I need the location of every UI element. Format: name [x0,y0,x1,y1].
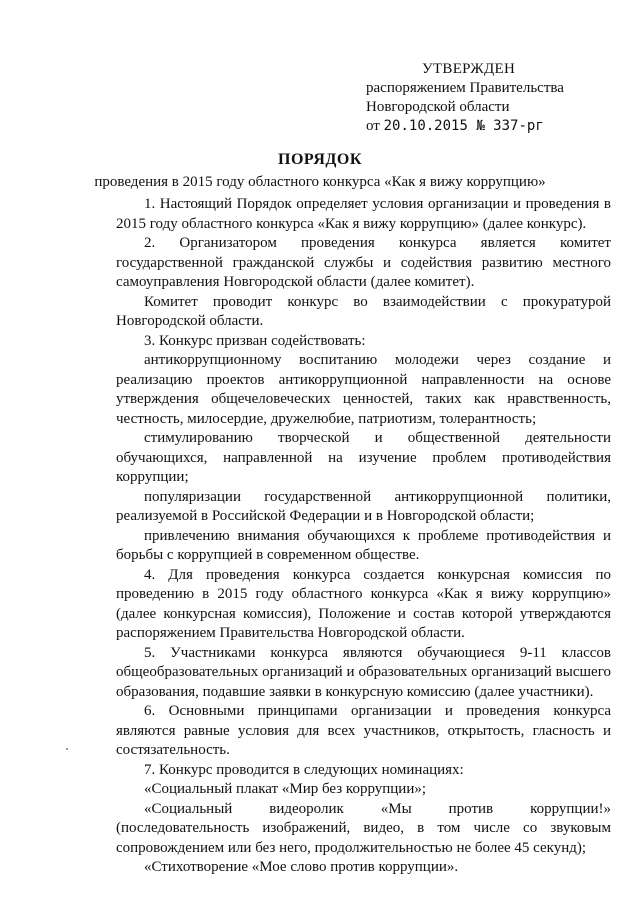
document-title: ПОРЯДОК [278,151,362,168]
paragraph: «Стихотворение «Мое слово против коррупции». [144,859,459,875]
paragraph: 1. Настоящий Порядок определяет условия организации и проведения в 2015 году областного конкурса «Как я вижу коррупцию» (далее конкурс). [116,196,611,232]
paragraph: привлечению внимания обучающихся к проблеме противодействия и борьбы с коррупцией в современном обществе. [116,527,611,563]
paragraph: 2. Организатором проведения конкурса является комитет государственной гражданской службы и содействия развитию местного самоуправления Новгородской области (далее комитет). [116,235,611,290]
paragraph: 5. Участниками конкурса являются обучающиеся 9-11 классов общеобразовательных организаций и образовательных организаций высшего образования, подавшие заявки в конкурсную комиссию (далее участники). [116,644,611,700]
document-subtitle: проведения в 2015 году областного конкурса «Как я вижу коррупцию» [94,174,546,190]
paragraph: 4. Для проведения конкурса создается конкурсная комиссия по проведению в 2015 году областного конкурса «Как я вижу коррупцию» (далее конкурсная комиссия), Положение и состав которой утверждаются распоряжением Правительства Новгородской области. [116,566,611,641]
paragraph: популяризации государственной антикоррупционной политики, реализуемой в Российской Федерации и в Новгородской области; [116,488,611,524]
approval-line-2: Новгородской области [366,99,510,115]
document-body [116,195,611,878]
approval-date-line [366,117,626,136]
paragraph: 3. Конкурс призван содействовать: [144,332,366,349]
approval-heading: УТВЕРЖДЕН [422,61,516,77]
paragraph: стимулированию творческой и общественной деятельности обучающихся, направленной на изучение проблем противодействия коррупции; [116,430,611,485]
paragraph: «Социальный видеоролик «Мы против коррупции!» (последовательность изображений, видео, в том числе со звуковым сопровождением или без него, продолжительностью не более 45 секунд); [116,800,611,856]
scan-speck [66,748,68,750]
approval-stamp [366,60,626,136]
paragraph: «Социальный плакат «Мир без коррупции»; [144,781,427,797]
paragraph: 6. Основными принципами организации и проведения конкурса являются равные условия для всех участников, открытость, гласность и состязательность. [116,703,611,758]
paragraph: Комитет проводит конкурс во взаимодействии с прокуратурой Новгородской области. [116,293,611,329]
approval-line-1: распоряжением Правительства [366,80,564,96]
approval-date-number: 20.10.2015 № 337-рг [383,118,544,134]
paragraph: 7. Конкурс проводится в следующих номинациях: [144,761,464,778]
approval-date-prefix: от [366,118,380,134]
paragraph: антикоррупционному воспитанию молодежи через создание и реализацию проектов антикоррупционной направленности на основе утверждения общечеловеческих ценностей, таких как нравственность, честность, милосердие, дружелюбие, патриотизм, толерантность; [116,352,611,427]
